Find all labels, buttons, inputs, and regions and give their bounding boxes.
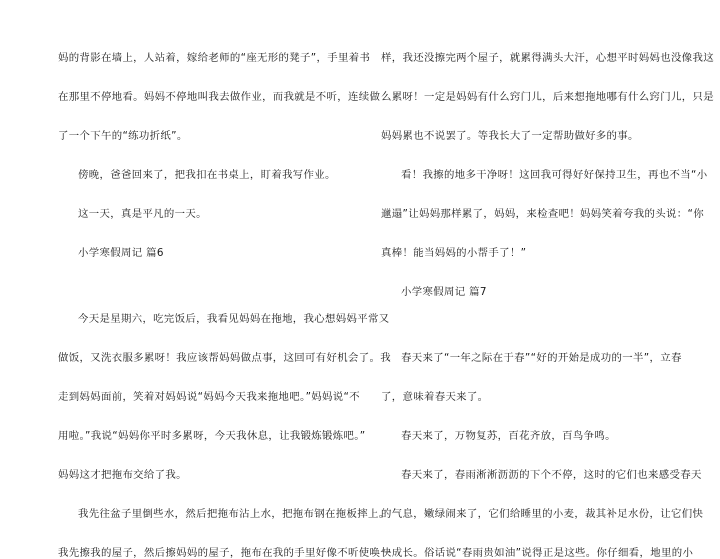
- section-heading: 小学寒假周记 篇7: [401, 286, 487, 298]
- text-line: 我先往盆子里倒些水，然后把拖布沾上水，把拖布钢在拖板摔上。: [78, 508, 390, 520]
- line-spacer: [58, 403, 358, 430]
- text-line: 用啦。”我说“妈妈你平时多累呀，今天我休息，让我锻炼锻炼吧。”: [58, 430, 366, 442]
- text-line: 真棒！能当妈妈的小帮手了！”: [381, 247, 527, 259]
- line-spacer: [58, 325, 358, 352]
- line-spacer: [381, 364, 681, 391]
- text-line: 我先擦我的屋子，然后擦妈妈的屋子，拖布在我的手里好像不听使唤一: [58, 547, 391, 559]
- line-spacer: [381, 220, 681, 247]
- line-spacer: [58, 481, 358, 508]
- line-spacer: [381, 325, 681, 352]
- text-line: 妈的背影在墙上，人站着，嫁给老师的“座无形的凳子”，手里着书: [58, 52, 371, 64]
- section-heading: 小学寒假周记 篇6: [78, 247, 164, 259]
- text-line: 做饭，又洗衣服多累呀！我应该帮妈妈做点事，这回可有好机会了。我: [58, 352, 391, 364]
- text-line: 快成长。俗话说“春雨贵如油”说得正是这些。你仔细看，地里的小: [381, 547, 694, 559]
- line-spacer: [381, 103, 681, 130]
- left-text-column: [58, 52, 391, 559]
- text-line: 这一天，真是平凡的一天。: [78, 208, 207, 220]
- text-line: 今天是星期六，吃完饭后，我看见妈妈在拖地，我心想妈妈平常又: [78, 313, 390, 325]
- line-spacer: [58, 220, 358, 247]
- text-line: 春天来了，万物复苏，百花齐放，百鸟争鸣。: [401, 430, 616, 442]
- line-spacer: [381, 442, 681, 469]
- text-line: 妈妈这才把拖布交给了我。: [58, 469, 187, 481]
- line-spacer: [381, 481, 681, 508]
- text-line: 了一个下午的“练功折纸”。: [58, 130, 188, 142]
- line-spacer: [58, 103, 358, 130]
- line-spacer: [58, 64, 358, 91]
- text-line: 邋遢”让妈妈那样累了，妈妈，来检查吧！妈妈笑着夸我的头说：“你: [381, 208, 704, 220]
- line-spacer: [58, 142, 358, 169]
- line-spacer: [381, 64, 681, 91]
- line-spacer: [381, 142, 681, 169]
- text-line: 春天来了，春雨淅淅沥沥的下个不停，这时的它们也来感受春天: [401, 469, 702, 481]
- text-line: 看！我擦的地多干净呀！这回我可得好好保持卫生，再也不当“小: [401, 169, 708, 181]
- line-spacer: [381, 298, 681, 325]
- text-line: 春天来了“一年之际在于春”“好的开始是成功的一半”，立春: [401, 352, 682, 364]
- text-line: 傍晚，爸爸回来了，把我扣在书桌上，盯着我写作业。: [78, 169, 336, 181]
- text-line: 样，我还没擦完两个屋子，就累得满头大汗，心想平时妈妈也没像我这: [381, 52, 714, 64]
- line-spacer: [381, 403, 681, 430]
- line-spacer: [58, 442, 358, 469]
- line-spacer: [58, 286, 358, 313]
- text-line: 在那里不停地看。妈妈不停地叫我去做作业，而我就是不听，连续做: [58, 91, 381, 103]
- line-spacer: [58, 181, 358, 208]
- line-spacer: [58, 259, 358, 286]
- line-spacer: [381, 181, 681, 208]
- right-text-column: [381, 52, 714, 559]
- text-line: 妈妈累也不说罢了。等我长大了一定帮助做好多的事。: [381, 130, 639, 142]
- text-line: 了，意味着春天来了。: [381, 391, 489, 403]
- line-spacer: [381, 259, 681, 286]
- text-line: 走到妈妈面前，笑着对妈妈说“妈妈今天我来拖地吧。”妈妈说“不: [58, 391, 360, 403]
- line-spacer: [58, 364, 358, 391]
- line-spacer: [58, 520, 358, 547]
- line-spacer: [381, 520, 681, 547]
- text-line: 的气息，嫩绿闹来了，它们给睡里的小麦，裁其补足水份，让它们快: [381, 508, 704, 520]
- text-line: 么累呀！一定是妈妈有什么窍门儿，后来想拖地哪有什么窍门儿，只是: [381, 91, 714, 103]
